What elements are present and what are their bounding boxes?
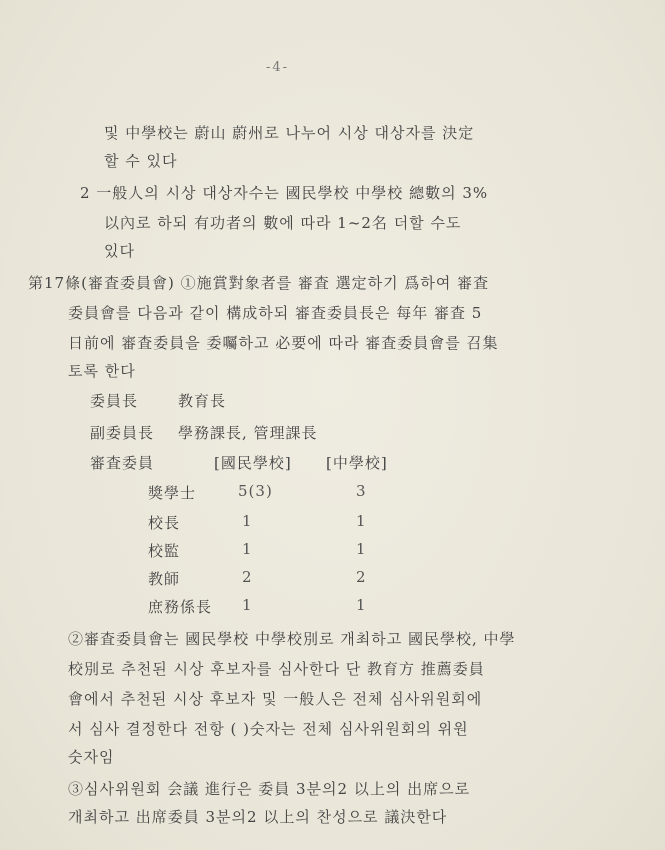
vice-values: 學務課長, 管理課長 [178, 424, 318, 442]
chair-label: 委員長 [90, 392, 139, 410]
para2-line: 會에서 추천된 시상 후보자 및 一般人은 전체 심사위원회에 [68, 690, 483, 708]
member-elem-count: 2 [242, 568, 253, 586]
text-line: 있다 [104, 242, 135, 260]
member-middle-count: 1 [356, 512, 367, 530]
member-middle-count: 1 [356, 596, 367, 614]
article-line: 토록 한다 [68, 362, 136, 380]
para3-line: ③심사위원회 会議 進行은 委員 3분의2 以上의 出席으로 [68, 780, 471, 798]
member-elem-count: 1 [242, 512, 253, 530]
article-line: ①施賞對象者를 審査 選定하기 爲하여 審査 [180, 274, 490, 292]
para3-line: 개최하고 出席委員 3분의2 以上의 찬성으로 議決한다 [68, 808, 448, 826]
member-role: 教師 [148, 570, 181, 588]
member-middle-count: 2 [356, 568, 367, 586]
para2-line: ②審査委員會는 國民學校 中學校別로 개최하고 國民學校, 中學 [68, 630, 516, 648]
member-elem-count: 1 [242, 540, 253, 558]
member-role: 庶務係長 [148, 598, 213, 616]
text-line: 以內로 하되 有功者의 數에 따라 1~2名 더할 수도 [104, 214, 462, 232]
article-line: 委員會를 다음과 같이 構成하되 審査委員長은 每年 審査 5 [68, 304, 483, 322]
chair-value: 教育長 [178, 392, 227, 410]
member-role: 獎學士 [148, 484, 197, 502]
text-line: 및 中學校는 蔚山 蔚州로 나누어 시상 대상자를 決定 [104, 124, 475, 142]
col-header-elementary: [國民學校] [214, 454, 292, 472]
member-elem-count: 1 [242, 596, 253, 614]
para2-line: 校別로 추천된 시상 후보자를 심사한다 단 教育方 推薦委員 [68, 660, 485, 678]
member-role: 校監 [148, 542, 181, 560]
member-middle-count: 3 [356, 482, 367, 500]
col-header-middle: [中學校] [326, 454, 388, 472]
member-elem-count: 5(3) [238, 482, 273, 500]
text-line: 2 一般人의 시상 대상자수는 國民學校 中學校 總數의 3% [80, 184, 489, 202]
para2-line: 숫자임 [68, 748, 115, 766]
page-number: -4- [266, 60, 290, 75]
member-role: 校長 [148, 514, 181, 532]
article-title: 第17條(審査委員會) [28, 274, 175, 292]
text-line: 할 수 있다 [104, 152, 178, 170]
para2-line: 서 심사 결정한다 전항 ( )숫자는 전체 심사위원회의 위원 [68, 720, 469, 738]
article-17-line [28, 272, 489, 293]
member-middle-count: 1 [356, 540, 367, 558]
vice-label: 副委員長 [90, 424, 155, 442]
members-label: 審査委員 [90, 454, 155, 472]
article-line: 日前에 審査委員을 委囑하고 必要에 따라 審査委員會를 召集 [68, 334, 499, 352]
